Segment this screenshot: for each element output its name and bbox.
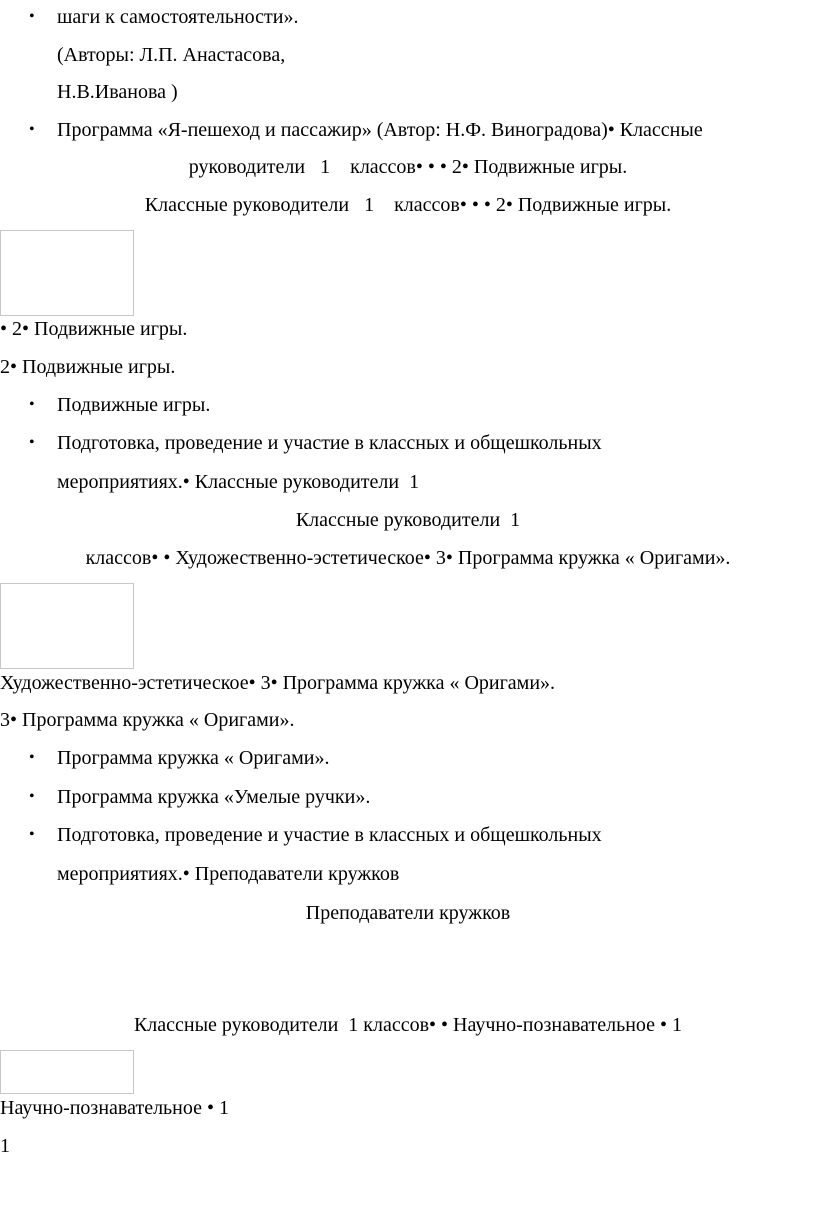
bullet-icon: • [29,396,35,413]
text-line: руководители 1 классов• • • 2• Подвижные игры. [188,156,628,178]
text-line: Программа «Я-пешеход и пассажир» (Автор: Н.Ф. Виноградова)• Классные [57,119,703,141]
text-line: (Авторы: Л.П. Анастасова, [57,44,286,66]
text-line: классов• • Художественно-эстетическое• 3• Программа кружка « Оригами». [85,547,731,569]
text-line: Подвижные игры. [57,394,211,416]
text-line: Программа кружка «Умелые ручки». [57,786,371,808]
text-line: 2• Подвижные игры. [0,356,176,378]
text-line: 3• Программа кружка « Оригами». [0,709,295,731]
text-line: Подготовка, проведение и участие в классных и общешкольных [57,824,602,846]
bullet-icon: • [29,788,35,805]
text-line: Н.В.Иванова ) [57,81,178,103]
text-line: 1 [0,1135,10,1157]
text-line: мероприятиях.• Классные руководители 1 [57,471,420,493]
text-line: шаги к самостоятельности». [57,6,299,28]
image-placeholder [0,230,134,316]
bullet-icon: • [29,826,35,843]
bullet-icon: • [29,121,35,138]
text-line: мероприятиях.• Преподаватели кружков [57,863,400,885]
text-line: Художественно-эстетическое• 3• Программа кружка « Оригами». [0,672,556,694]
text-line: Классные руководители 1 классов• • • 2• Подвижные игры. [144,194,672,216]
text-line: Научно-познавательное • 1 [0,1097,229,1119]
text-line: • 2• Подвижные игры. [0,318,188,340]
bullet-icon: • [29,749,35,766]
image-placeholder [0,583,134,669]
text-line: Подготовка, проведение и участие в классных и общешкольных [57,432,602,454]
text-line: Классные руководители 1 классов• • Научно-познавательное • 1 [133,1014,683,1036]
image-placeholder [0,1050,134,1094]
bullet-icon: • [29,8,35,25]
text-line: Классные руководители 1 [295,509,521,531]
text-line: Преподаватели кружков [305,902,511,924]
bullet-icon: • [29,434,35,451]
text-line: Программа кружка « Оригами». [57,747,330,769]
